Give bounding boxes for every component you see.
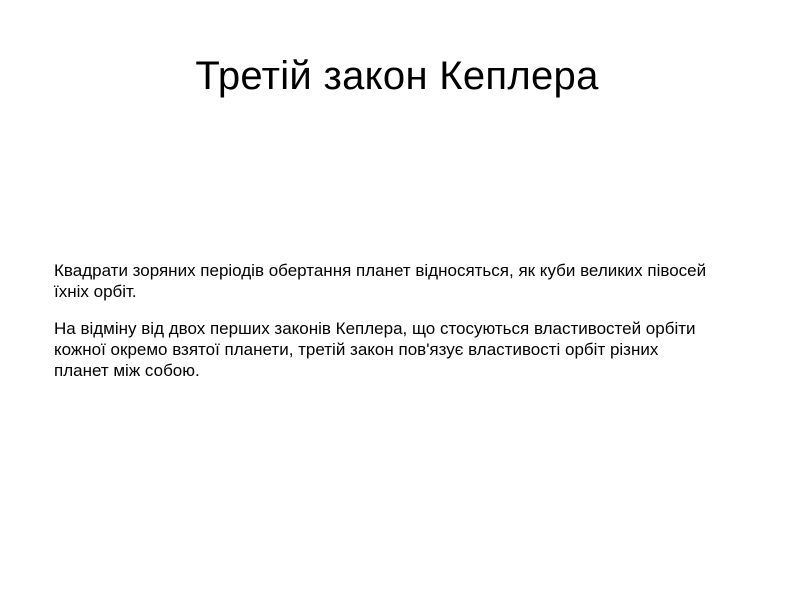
paragraph-comparison-with-first-laws [54, 318, 764, 381]
paragraph-line: Квадрати зоряних періодів обертання планет відносяться, як куби великих півосей [54, 261, 707, 280]
paragraph-kepler-third-law-statement [54, 260, 764, 302]
slide-title: Третій закон Кеплера [195, 54, 599, 98]
paragraph-line: На відміну від двох перших законів Кеплера, що стосуються властивостей орбіти [54, 319, 696, 338]
slide-body [54, 260, 764, 397]
paragraph-line: кожної окремо взятої планети, третій закон пов'язує властивості орбіт різних [54, 340, 659, 359]
paragraph-line: планет між собою. [54, 361, 200, 380]
paragraph-line: їхніх орбіт. [54, 282, 137, 301]
